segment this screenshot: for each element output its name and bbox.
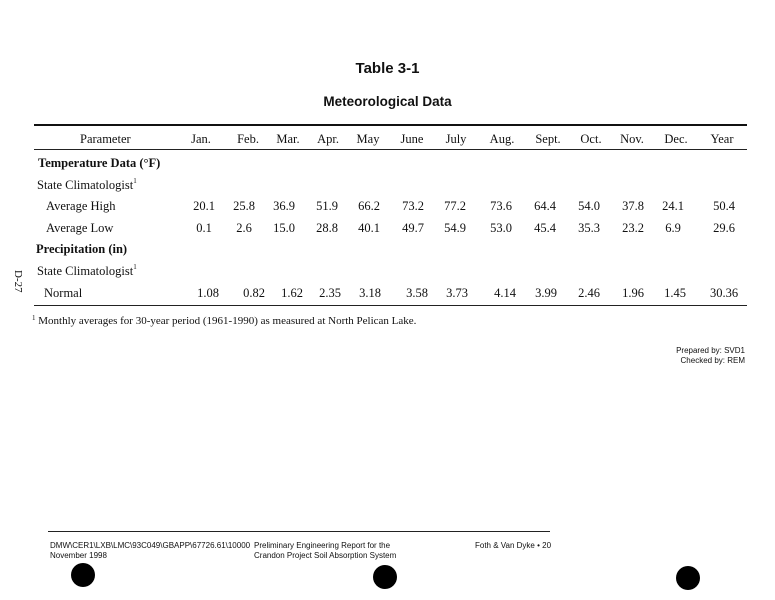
table-cell: 36.9 [273, 199, 295, 213]
header-parameter: Parameter [80, 132, 131, 146]
table-cell: 64.4 [534, 199, 556, 213]
footer-rule [48, 531, 550, 532]
table-title: Table 3-1 [355, 60, 420, 77]
checked-by: Checked by: REM [680, 356, 745, 365]
prepared-by: Prepared by: SVD1 [676, 346, 745, 355]
average-low-label: Average Low [46, 221, 114, 235]
table-cell: 29.6 [713, 221, 735, 235]
footer-left [50, 541, 250, 561]
header-july: July [445, 132, 467, 146]
prepared-checked-block [676, 346, 745, 366]
footnote-marker: 1 [32, 314, 36, 322]
section-temperature-heading [34, 156, 747, 176]
footnote [32, 315, 416, 327]
section-precipitation-heading [34, 242, 747, 262]
precipitation-source [37, 264, 137, 279]
table-cell: 0.82 [243, 286, 265, 300]
table-cell: 3.58 [406, 286, 428, 300]
table-cell: 45.4 [534, 221, 556, 235]
table-cell: 35.3 [578, 221, 600, 235]
row-average-low [34, 221, 747, 241]
table-cell: 54.0 [578, 199, 600, 213]
row-average-high [34, 199, 747, 219]
table-cell: 15.0 [273, 221, 295, 235]
table-cell: 50.4 [713, 199, 735, 213]
footer-date: November 1998 [50, 551, 107, 560]
table-cell: 1.96 [622, 286, 644, 300]
table-cell: 4.14 [494, 286, 516, 300]
header-dec: Dec. [664, 132, 688, 146]
footer-right [475, 541, 551, 551]
table-cell: 20.1 [193, 199, 215, 213]
table-cell: 37.8 [622, 199, 644, 213]
table-cell: 30.36 [709, 286, 739, 300]
row-normal [34, 286, 747, 306]
header-apr: Apr. [317, 132, 339, 146]
table-header-row [34, 132, 747, 152]
page-side-label: D-27 [12, 270, 24, 293]
header-may: May [356, 132, 380, 146]
table-cell: 40.1 [358, 221, 380, 235]
average-high-label: Average High [46, 199, 116, 213]
table-cell: 73.2 [402, 199, 424, 213]
table-cell: 49.7 [402, 221, 424, 235]
footer-path: DMW\CER1\LXB\LMC\93C049\GBAPP\67726.61\10000 [50, 541, 251, 550]
table-cell: 3.18 [359, 286, 381, 300]
footnote-marker: 1 [133, 263, 137, 271]
table-cell: 23.2 [622, 221, 644, 235]
header-feb: Feb. [237, 132, 259, 146]
header-mar: Mar. [276, 132, 300, 146]
footer-center [254, 541, 396, 561]
table-cell: 3.73 [446, 286, 468, 300]
table-cell: 1.08 [197, 286, 219, 300]
footer-page: Foth & Van Dyke • 20 [475, 541, 552, 550]
punch-hole-icon [676, 566, 700, 590]
table-cell: 73.6 [490, 199, 512, 213]
table-cell: 25.8 [233, 199, 255, 213]
temperature-heading: Temperature Data (°F) [38, 156, 161, 170]
section-precipitation-source [34, 264, 747, 284]
header-year: Year [710, 132, 734, 146]
precipitation-heading: Precipitation (in) [36, 242, 128, 256]
punch-hole-icon [373, 565, 397, 589]
table-cell: 24.1 [662, 199, 684, 213]
table-cell: 28.8 [316, 221, 338, 235]
table-cell: 51.9 [316, 199, 338, 213]
table-cell: 2.46 [578, 286, 600, 300]
normal-label: Normal [44, 286, 83, 300]
footnote-text: Monthly averages for 30-year period (1961-1990) as measured at North Pelican Lake. [38, 315, 417, 327]
table-cell: 77.2 [444, 199, 466, 213]
header-june: June [400, 132, 424, 146]
header-aug: Aug. [489, 132, 515, 146]
punch-hole-icon [71, 563, 95, 587]
table-cell: 0.1 [196, 221, 212, 235]
table-top-rule [34, 124, 747, 126]
table-cell: 2.35 [319, 286, 341, 300]
table-cell: 66.2 [358, 199, 380, 213]
footer-report-line1: Preliminary Engineering Report for the [254, 541, 391, 550]
table-cell: 54.9 [444, 221, 466, 235]
table-subtitle: Meteorological Data [323, 94, 452, 109]
table-cell: 3.99 [535, 286, 557, 300]
header-nov: Nov. [620, 132, 644, 146]
table-cell: 2.6 [236, 221, 252, 235]
table-cell: 6.9 [665, 221, 681, 235]
header-sept: Sept. [535, 132, 561, 146]
footer-report-line2: Crandon Project Soil Absorption System [254, 551, 397, 560]
table-cell: 1.45 [664, 286, 686, 300]
section-temperature-source [34, 178, 747, 198]
table-cell: 53.0 [490, 221, 512, 235]
footnote-marker: 1 [133, 177, 137, 185]
temperature-source [37, 178, 137, 193]
table-cell: 1.62 [281, 286, 303, 300]
header-jan: Jan. [191, 132, 211, 146]
temperature-source-text: State Climatologist [37, 178, 134, 192]
precipitation-source-text: State Climatologist [37, 264, 134, 278]
header-oct: Oct. [580, 132, 602, 146]
